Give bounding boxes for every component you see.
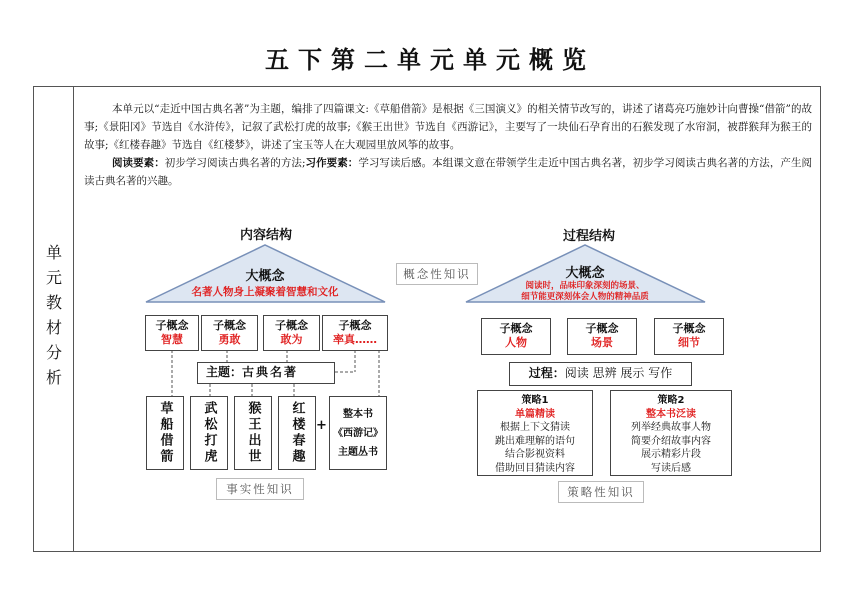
content-structure-heading: 内容结构 [240,228,293,243]
strategy-name: 单篇精读 [515,408,555,420]
intro-paragraph: 本单元以“走近中国古典名著”为主题，编排了四篇课文:《草船借箭》是根据《三国演义》的相关情节改写的，讲述了诸葛亮巧施妙计向曹操“借箭”的故事;《景阳冈》节选自《水浒传》，记叙了武松打虎的故事;《猴王出世》节选自《西游记》，主要写了一块仙石孕育出的石猴发现了水帘洞，被群猴拜为猴王的故事;《红楼春趣》节选自《红楼梦》，讲述了宝玉等人在大观园里放风筝的故事。 [84,103,812,151]
sub-concept-value: 勇敢 [218,333,241,346]
process-label: 过程： [528,366,565,380]
strategy-1-box [477,390,593,476]
strategy-item: 列举经典故事人物 [631,422,711,433]
content-big-concept-desc: 名著人物身上凝聚着智慧和文化 [191,286,339,298]
strategy-title: 策略1 [521,395,549,406]
sub-concept-value: 率真…… [333,333,377,346]
sub-concept-value: 智慧 [161,333,183,346]
conceptual-knowledge-label: 概念性知识 [396,263,478,285]
strategic-knowledge-label: 策略性知识 [558,481,644,503]
strategy-item: 借助回目猜读内容 [495,462,575,474]
sub-concept-label: 子概念 [585,322,619,335]
content-big-concept [185,265,345,299]
book-card-2 [190,396,228,470]
content-sub-concept-2 [201,315,258,351]
reading-goal-label: 阅读要素： [112,157,165,169]
theme-box [197,362,335,384]
content-sub-concept-3 [263,315,320,351]
strategy-item: 跳出难理解的语句 [495,435,575,447]
extra-book-line: 主题丛书 [338,447,378,458]
sub-concept-label: 子概念 [275,319,308,332]
strategy-item: 结合影视资料 [505,449,565,460]
book-card-1 [146,396,184,470]
writing-goal-text: 学习写读后感。本组课文意在带领学生走近中国古典名著，初步学习阅读古典名著的方法，产生阅读古典名著的兴趣。 [84,157,813,187]
process-big-concept-desc-2: 细节能更深刻体会人物的精神品质 [521,292,649,302]
factual-knowledge-label: 事实性知识 [216,478,304,500]
book-card-3 [234,396,272,470]
process-sub-concept-3 [654,318,724,355]
sub-concept-label: 子概念 [338,319,372,332]
process-big-concept-desc-1: 阅读时，品味印象深刻的场景、 [525,281,645,291]
extra-books-card [329,396,387,470]
process-box [509,362,692,386]
extra-book-line: 《西游记》 [333,428,383,439]
process-big-concept-label: 大概念 [565,266,605,281]
extra-book-line: 整本书 [343,409,373,420]
content-big-concept-label: 大概念 [245,269,285,284]
strategy-item: 根据上下文猜读 [500,422,570,433]
sub-concept-value: 人物 [505,336,527,349]
content-sub-concept-1 [145,315,199,351]
strategy-title: 策略2 [657,395,685,406]
page-title: 五下第二单元单元概览 [265,46,595,74]
sub-concept-label: 子概念 [672,322,706,335]
process-big-concept [495,262,675,303]
strategy-2-box [610,390,732,476]
reading-goal-text: 初步学习阅读古典名著的方法; [164,157,306,169]
book-title: 猴王出世 [245,401,261,465]
book-card-4 [278,396,316,470]
theme-label: 主题： [206,365,243,379]
process-structure-heading: 过程结构 [563,229,616,244]
book-title: 武松打虎 [201,401,217,465]
sub-concept-label: 子概念 [155,319,189,332]
process-sub-concept-1 [481,318,551,355]
writing-goal-label: 习作要素： [305,157,359,169]
strategy-name: 整本书泛读 [646,408,696,420]
sub-concept-value: 敢为 [280,333,303,346]
theme-value: 古典名著 [242,365,299,379]
book-title: 红楼春趣 [289,401,305,465]
content-sub-concept-4 [322,315,388,351]
plus-sign: + [316,418,327,433]
strategy-item: 展示精彩片段 [641,449,701,460]
sub-concept-label: 子概念 [499,322,533,335]
sub-concept-value: 场景 [591,336,613,349]
side-label: 单元教材分析 [43,244,63,394]
strategy-item: 写读后感 [651,462,691,474]
strategy-item: 简要介绍故事内容 [631,435,711,447]
sub-concept-label: 子概念 [213,319,246,332]
process-value: 阅读 思辨 展示 写作 [564,366,673,380]
process-sub-concept-2 [567,318,637,355]
book-title: 草船借箭 [157,401,173,465]
sub-concept-value: 细节 [678,336,700,349]
